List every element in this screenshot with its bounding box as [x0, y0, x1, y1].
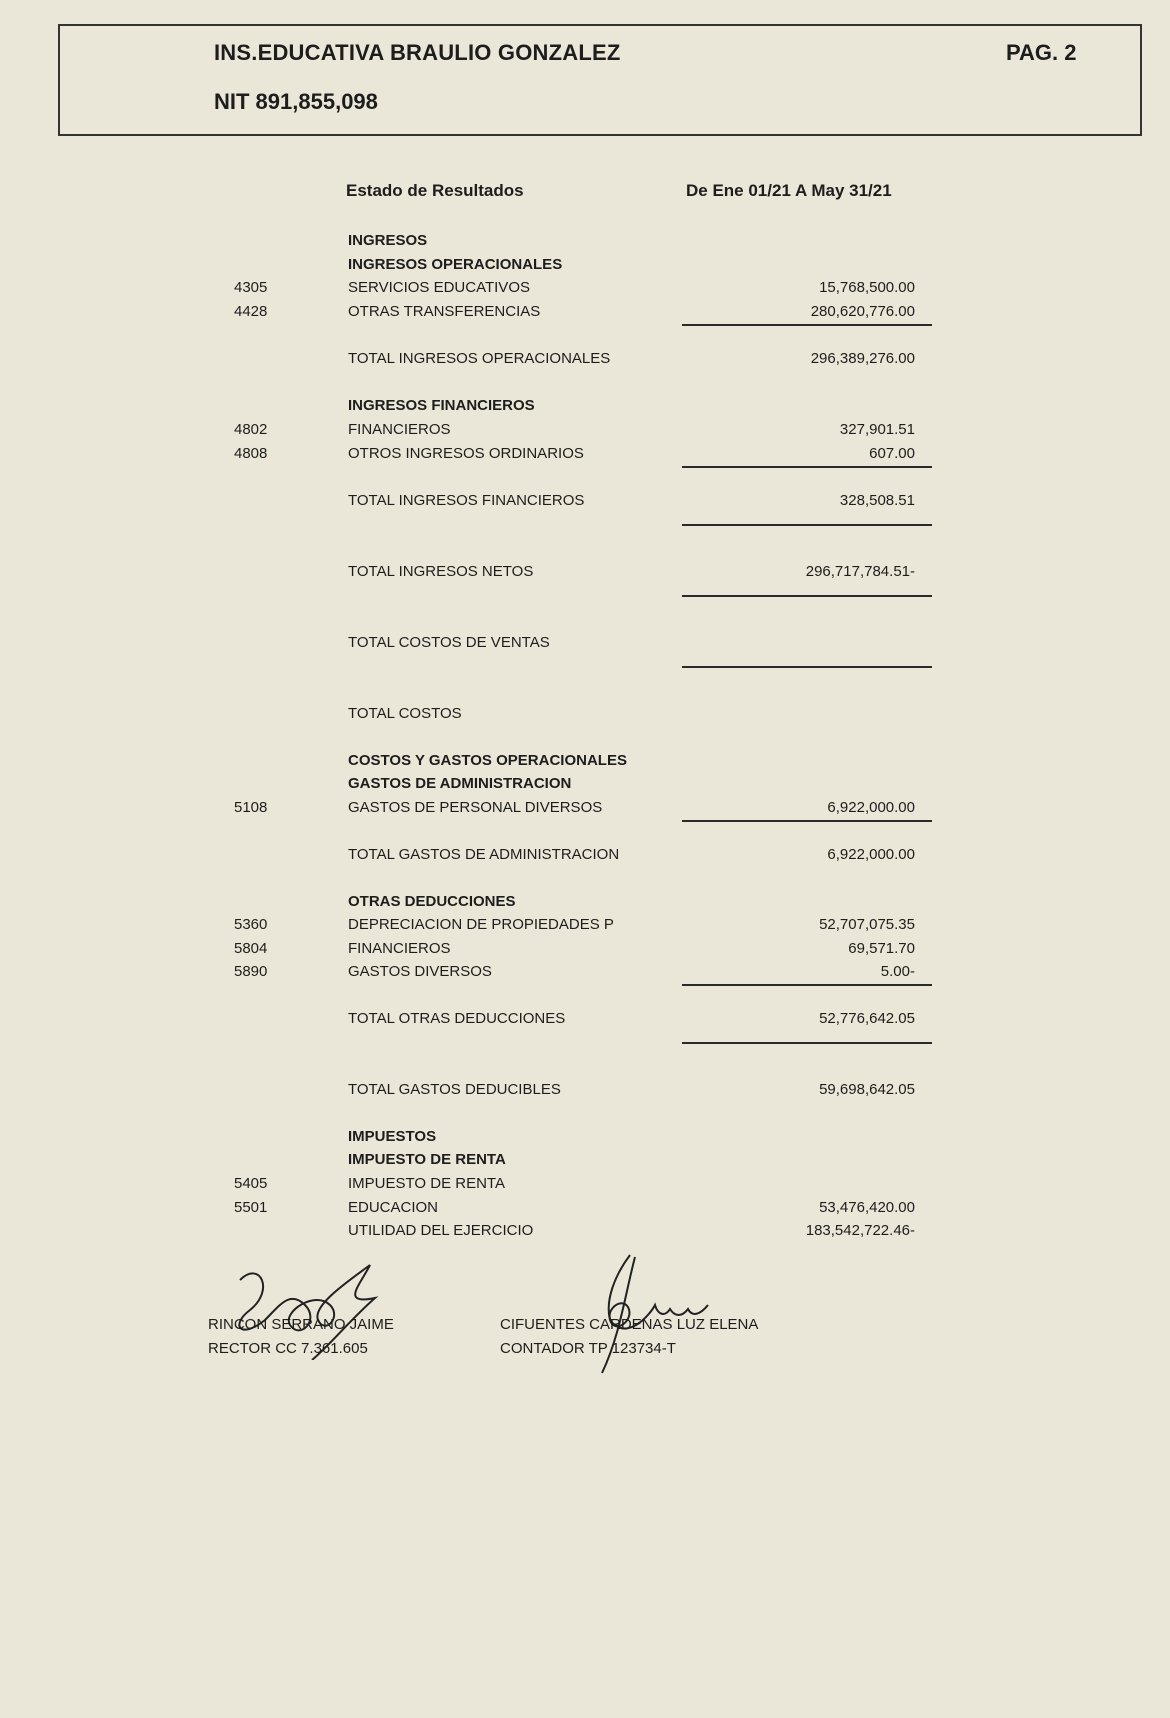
account-label: SERVICIOS EDUCATIVOS: [348, 279, 530, 296]
total-separator-line: [682, 666, 932, 668]
account-label: TOTAL COSTOS: [348, 705, 462, 722]
account-code: 5360: [234, 916, 268, 933]
statement-row: [0, 632, 1170, 654]
account-amount: 296,717,784.51-: [805, 563, 915, 580]
statement-title: Estado de Resultados: [346, 181, 524, 200]
account-label: EDUCACION: [348, 1199, 439, 1216]
account-label: INGRESOS: [348, 232, 428, 249]
account-label: COSTOS Y GASTOS OPERACIONALES: [348, 752, 627, 769]
account-label: FINANCIEROS: [348, 940, 451, 957]
account-amount: 328,508.51: [839, 492, 915, 509]
statement-row: [0, 703, 1170, 725]
account-label: INGRESOS FINANCIEROS: [348, 397, 535, 414]
account-amount: 327,901.51: [839, 421, 915, 438]
statement-row: [0, 348, 1170, 370]
statement-row: [0, 844, 1170, 866]
account-label: UTILIDAD DEL EJERCICIO: [348, 1222, 534, 1239]
account-label: IMPUESTOS: [348, 1128, 437, 1145]
statement-row: [0, 961, 1170, 983]
statement-row: [0, 891, 1170, 913]
contador-role: CONTADOR TP 123734-T: [500, 1340, 676, 1357]
account-amount: 15,768,500.00: [819, 279, 915, 296]
total-separator-line: [682, 595, 932, 597]
account-label: TOTAL OTRAS DEDUCCIONES: [348, 1010, 566, 1027]
amount-underline: [682, 324, 932, 326]
account-code: 4808: [234, 445, 268, 462]
statement-row: [0, 914, 1170, 936]
statement-row: [0, 1197, 1170, 1219]
account-label: FINANCIEROS: [348, 421, 451, 438]
statement-row: [0, 490, 1170, 512]
account-amount: 607.00: [869, 445, 915, 462]
account-label: IMPUESTO DE RENTA: [348, 1151, 506, 1168]
account-amount: 52,776,642.05: [819, 1010, 915, 1027]
account-label: IMPUESTO DE RENTA: [348, 1175, 505, 1192]
statement-row: [0, 1079, 1170, 1101]
account-code: 5501: [234, 1199, 268, 1216]
account-label: OTRAS DEDUCCIONES: [348, 893, 516, 910]
statement-row: [0, 419, 1170, 441]
statement-period: De Ene 01/21 A May 31/21: [686, 181, 892, 200]
account-label: GASTOS DE ADMINISTRACION: [348, 775, 572, 792]
account-code: 4428: [234, 303, 268, 320]
account-amount: 280,620,776.00: [810, 303, 915, 320]
account-amount: 59,698,642.05: [819, 1081, 915, 1098]
statement-row: [0, 1173, 1170, 1195]
statement-row: [0, 395, 1170, 417]
amount-underline: [682, 820, 932, 822]
amount-underline: [682, 984, 932, 986]
amount-underline: [682, 466, 932, 468]
statement-row: [0, 750, 1170, 772]
account-code: 5890: [234, 963, 268, 980]
account-label: OTROS INGRESOS ORDINARIOS: [348, 445, 584, 462]
statement-row: [0, 1126, 1170, 1148]
statement-row: [0, 1220, 1170, 1242]
account-label: TOTAL GASTOS DE ADMINISTRACION: [348, 846, 620, 863]
statement-row: [0, 301, 1170, 323]
account-code: 5804: [234, 940, 268, 957]
account-amount: 6,922,000.00: [827, 846, 915, 863]
account-label: GASTOS DIVERSOS: [348, 963, 492, 980]
statement-row: [0, 277, 1170, 299]
statement-row: [0, 773, 1170, 795]
account-label: TOTAL COSTOS DE VENTAS: [348, 634, 550, 651]
statement-row: [0, 254, 1170, 276]
total-separator-line: [682, 524, 932, 526]
statement-row: [0, 938, 1170, 960]
account-code: 4305: [234, 279, 268, 296]
account-label: INGRESOS OPERACIONALES: [348, 256, 563, 273]
account-label: TOTAL INGRESOS OPERACIONALES: [348, 350, 611, 367]
account-label: GASTOS DE PERSONAL DIVERSOS: [348, 799, 603, 816]
account-label: TOTAL GASTOS DEDUCIBLES: [348, 1081, 561, 1098]
institution-name: INS.EDUCATIVA BRAULIO GONZALEZ: [214, 40, 621, 65]
page-number: PAG. 2: [1006, 40, 1077, 65]
account-code: 4802: [234, 421, 268, 438]
statement-row: [0, 797, 1170, 819]
statement-row: [0, 561, 1170, 583]
rector-role: RECTOR CC 7.361.605: [208, 1340, 368, 1357]
account-label: DEPRECIACION DE PROPIEDADES P: [348, 916, 614, 933]
nit-number: NIT 891,855,098: [214, 89, 378, 114]
total-separator-line: [682, 1042, 932, 1044]
statement-row: [0, 230, 1170, 252]
account-label: TOTAL INGRESOS FINANCIEROS: [348, 492, 585, 509]
statement-row: [0, 1149, 1170, 1171]
rector-name: RINCON SERRANO JAIME: [208, 1316, 394, 1333]
account-code: 5405: [234, 1175, 268, 1192]
account-amount: 53,476,420.00: [819, 1199, 915, 1216]
account-label: OTRAS TRANSFERENCIAS: [348, 303, 541, 320]
account-amount: 5.00-: [880, 963, 915, 980]
account-amount: 52,707,075.35: [819, 916, 915, 933]
account-amount: 69,571.70: [848, 940, 915, 957]
account-amount: 183,542,722.46-: [805, 1222, 915, 1239]
account-amount: 296,389,276.00: [810, 350, 915, 367]
account-code: 5108: [234, 799, 268, 816]
statement-row: [0, 443, 1170, 465]
account-label: TOTAL INGRESOS NETOS: [348, 563, 534, 580]
contador-name: CIFUENTES CARDENAS LUZ ELENA: [500, 1316, 759, 1333]
account-amount: 6,922,000.00: [827, 799, 915, 816]
statement-row: [0, 1008, 1170, 1030]
